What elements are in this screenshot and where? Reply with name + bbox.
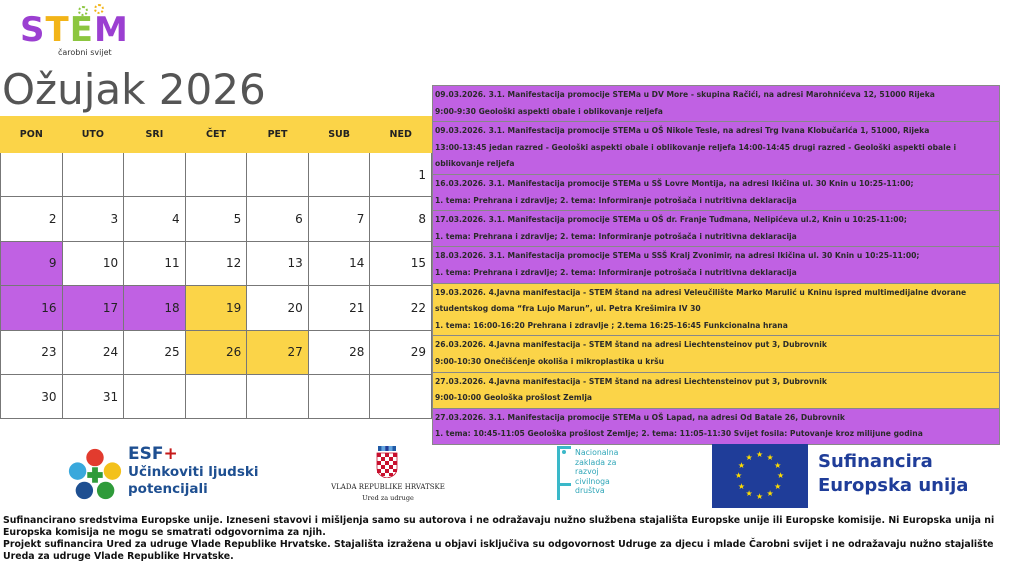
event-title: 16.03.2026. 3.1. Manifestacija promocije STEMa u SŠ Lovre Montija, na adresi Ikičina ul. 30 Knin u 10:25-11:00; <box>435 178 914 188</box>
event-detail: 9:00-10:30 Onečišćenje okoliša i mikroplastika u kršu <box>435 356 664 366</box>
esf-line2: potencijali <box>128 481 208 497</box>
esf-text <box>128 444 258 498</box>
calendar-day: 6 <box>247 197 309 241</box>
event-title: 27.03.2026. 3.1. Manifestacija promocije STEMa u OŠ Lapad, na adresi Od Batale 26, Dubrovnik <box>435 412 845 422</box>
calendar-day: 8 <box>370 197 432 241</box>
logo-letter: T <box>45 10 70 50</box>
event-detail: 9:00-9:30 Geološki aspekti obale i oblikovanje reljefa <box>435 106 663 116</box>
eu-flag-icon <box>712 444 808 508</box>
stem-logo-icon <box>20 10 129 50</box>
eu-star-icon: ★ <box>745 489 753 499</box>
event-detail: 1. tema: 16:00-16:20 Prehrana i zdravlje ; 2.tema 16:25-16:45 Funkcionalna hrana <box>435 320 788 330</box>
eu-star-icon: ★ <box>756 450 764 459</box>
calendar-empty-cell <box>247 153 309 197</box>
event-detail: 1. tema: 10:45-11:05 Geološka prošlost Zemlje; 2. tema: 11:05-11:30 Svijet fosila: Putovanje kroz milijune godina <box>435 429 923 439</box>
footer-disclaimer <box>3 515 1023 563</box>
weekday-label: UTO <box>62 117 124 153</box>
event-entry <box>432 247 1000 283</box>
calendar-day: 25 <box>124 330 186 374</box>
calendar-empty-cell <box>308 374 370 418</box>
calendar-week <box>1 197 432 241</box>
calendar-day: 12 <box>185 241 247 285</box>
eu-line1: Sufinancira <box>818 451 933 472</box>
eu-star-icon: ★ <box>777 471 785 480</box>
calendar-day: 28 <box>308 330 370 374</box>
vlada-title: VLADA REPUBLIKE HRVATSKE <box>331 483 445 491</box>
event-title: 09.03.2026. 3.1. Manifestacija promocije STEMa u OŠ Nikole Tesle, na adresi Trg Ivana Klobučarića 1, 51000, Rijeka <box>435 126 930 136</box>
event-entry <box>432 122 1000 175</box>
calendar-day: 17 <box>62 286 124 330</box>
event-title: 26.03.2026. 4.Javna manifestacija - STEM štand na adresi Liechtensteinov put 3, Dubrovnik <box>435 340 827 350</box>
weekday-label: PON <box>1 117 63 153</box>
event-detail: 13:00-13:45 jedan razred - Geološki aspekti obale i oblikovanje reljefa 14:00-14:45 drugi razred - Geološki aspekti obale i oblikovanje reljefa <box>435 142 957 169</box>
weekday-label: NED <box>370 117 432 153</box>
nzrcd-logo <box>557 446 647 508</box>
calendar-day: 18 <box>124 286 186 330</box>
calendar-day: 19 <box>185 286 247 330</box>
calendar-day: 26 <box>185 330 247 374</box>
eu-star-icon: ★ <box>774 481 782 491</box>
event-title: 18.03.2026. 3.1. Manifestacija promocije STEMa u SSŠ Kralj Zvonimir, na adresi Ikičina ul. 30 Knin u 10:25-11:00; <box>435 251 920 261</box>
calendar-day: 29 <box>370 330 432 374</box>
calendar-empty-cell <box>1 153 63 197</box>
event-entry <box>432 409 1000 445</box>
bracket-dot-icon <box>562 450 566 454</box>
esf-title <box>128 444 258 464</box>
event-title: 09.03.2026. 3.1. Manifestacija promocije STEMa u DV More - skupina Račići, na adresi Marohnićeva 12, 51000 Rijeka <box>435 90 935 99</box>
calendar-day: 20 <box>247 286 309 330</box>
nzrcd-line: Nacionalna <box>575 448 619 457</box>
event-detail: 9:00-10:00 Geološka prošlost Zemlja <box>435 393 593 403</box>
calendar-week <box>1 286 432 330</box>
calendar-day: 21 <box>308 286 370 330</box>
event-detail: 1. tema: Prehrana i zdravlje; 2. tema: Informiranje potrošača i nutritivna deklaracija <box>435 231 797 241</box>
calendar-day: 1 <box>370 153 432 197</box>
calendar-day: 5 <box>185 197 247 241</box>
disclaimer-ured: Projekt sufinancira Ured za udruge Vlade Republike Hrvatske. Stajališta izražena u objavi isključiva su odgovornost Udruge za djecu i mlade Čarobni svijet i ne odražavaju nužno stajalište Ureda za udruge Vlade Republike Hrvatske. <box>3 539 994 562</box>
calendar-empty-cell <box>124 374 186 418</box>
esf-line1: Učinkoviti ljudski <box>128 464 259 480</box>
calendar-day: 10 <box>62 241 124 285</box>
stem-logo <box>14 4 132 62</box>
calendar-day: 15 <box>370 241 432 285</box>
nzrcd-line: zaklada za <box>575 457 617 467</box>
nzrcd-line: društva <box>575 486 605 496</box>
esf-star-icon <box>66 446 124 504</box>
logo-letter: S <box>20 10 46 50</box>
eu-star-icon: ★ <box>756 492 764 501</box>
nzrcd-line: civilnoga <box>575 476 610 486</box>
event-entry <box>432 175 1000 211</box>
calendar-day: 27 <box>247 330 309 374</box>
weekday-header <box>1 117 432 153</box>
event-title: 19.03.2026. 4.Javna manifestacija - STEM štand na adresi Veleučilište Marko Marulić u Kninu ispred multimedijalne dvorane studentskog doma “fra Lujo Marun”, ul. Petra Krešimira IV 30 <box>435 287 967 314</box>
disclaimer-eu: Sufinancirano sredstvima Europske unije. Izneseni stavovi i mišljenja samo su autorova i ne odražavaju nužno službena stajališta Europske unije ili Europske komisije. Ni Europska unija ni Europska komisija ne mogu se smatrati odgovornima za njih. <box>3 515 995 538</box>
calendar-week <box>1 241 432 285</box>
calendar-empty-cell <box>370 374 432 418</box>
eu-line2: Europska unija <box>818 475 969 496</box>
calendar-day: 11 <box>124 241 186 285</box>
eu-star-icon: ★ <box>735 471 743 480</box>
esf-plus: + <box>163 444 178 464</box>
weekday-label: ČET <box>185 117 247 153</box>
weekday-label: SUB <box>308 117 370 153</box>
calendar-week <box>1 330 432 374</box>
vlada-logo <box>330 446 446 506</box>
croatian-coat-of-arms-icon <box>376 446 398 478</box>
bracket-tail-icon <box>557 486 560 500</box>
calendar-empty-cell <box>308 153 370 197</box>
calendar-week <box>1 153 432 197</box>
eu-star-icon: ★ <box>774 460 782 470</box>
calendar-empty-cell <box>62 153 124 197</box>
calendar-day: 22 <box>370 286 432 330</box>
eu-cofinance-text <box>818 450 968 498</box>
eu-star-icon: ★ <box>737 460 745 470</box>
calendar-day: 13 <box>247 241 309 285</box>
calendar-empty-cell <box>185 153 247 197</box>
calendar-day: 24 <box>62 330 124 374</box>
esf-logo <box>66 442 259 506</box>
event-entry <box>432 373 1000 409</box>
event-entry <box>432 85 1000 122</box>
eu-star-icon: ★ <box>737 481 745 491</box>
event-entry <box>432 211 1000 247</box>
vlada-subtitle: Ured za udruge <box>362 494 414 502</box>
logo-letter: M <box>93 10 129 50</box>
calendar-day: 23 <box>1 330 63 374</box>
eu-star-icon: ★ <box>745 452 753 462</box>
calendar-day: 30 <box>1 374 63 418</box>
nzrcd-text <box>575 448 618 496</box>
calendar-day: 31 <box>62 374 124 418</box>
calendar-day: 7 <box>308 197 370 241</box>
event-detail: 1. tema: Prehrana i zdravlje; 2. tema: Informiranje potrošača i nutritivna deklaracija <box>435 267 797 277</box>
event-title: 27.03.2026. 4.Javna manifestacija - STEM štand na adresi Liechtensteinov put 3, Dubrovnik <box>435 376 827 386</box>
event-entry <box>432 284 1000 337</box>
weekday-label: PET <box>247 117 309 153</box>
calendar-empty-cell <box>124 153 186 197</box>
calendar-empty-cell <box>185 374 247 418</box>
event-list <box>432 85 1000 445</box>
logo-letter: E <box>69 10 94 50</box>
calendar-day: 3 <box>62 197 124 241</box>
logo-subtitle: čarobni svijet <box>58 48 112 57</box>
eu-star-icon: ★ <box>766 489 774 499</box>
calendar-empty-cell <box>247 374 309 418</box>
event-detail: 1. tema: Prehrana i zdravlje; 2. tema: Informiranje potrošača i nutritivna deklaracija <box>435 195 797 205</box>
month-title: Ožujak 2026 <box>2 65 266 114</box>
esf-title-text: ESF <box>128 444 164 464</box>
event-entry <box>432 336 1000 372</box>
calendar-day: 14 <box>308 241 370 285</box>
eu-star-icon: ★ <box>766 452 774 462</box>
nzrcd-line: razvoj <box>575 467 599 477</box>
calendar-weeks <box>1 153 432 419</box>
calendar-day: 4 <box>124 197 186 241</box>
event-title: 17.03.2026. 3.1. Manifestacija promocije STEMa u OŠ dr. Franje Tuđmana, Nelipićeva ul.2, Knin u 10:25-11:00; <box>435 215 907 225</box>
calendar-grid <box>0 116 432 419</box>
weekday-label: SRI <box>124 117 186 153</box>
calendar-week <box>1 374 432 418</box>
calendar-day: 2 <box>1 197 63 241</box>
calendar-day: 9 <box>1 241 63 285</box>
calendar-day: 16 <box>1 286 63 330</box>
